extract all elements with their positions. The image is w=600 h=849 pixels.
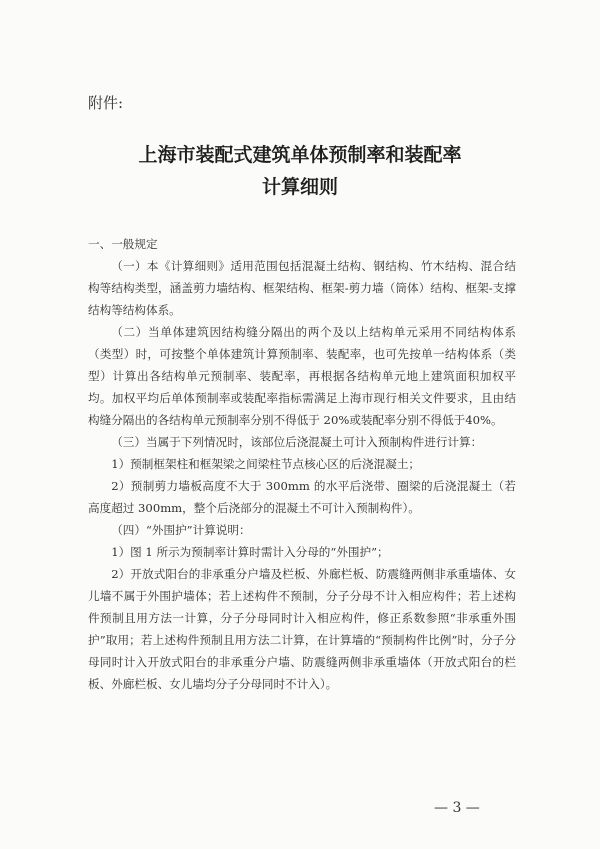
document-title-line1: 上海市装配式建筑单体预制率和装配率: [138, 144, 462, 166]
section-heading: 一、一般规定: [88, 237, 158, 251]
paragraph-condition-2: 2）预制剪力墙板高度不大于 300mm 的水平后浇带、圈梁的后浇混凝土（若高度超过 300mm，整个后浇部分的混凝土不可计入预制构件）。: [88, 479, 516, 515]
page-number: — 3 —: [434, 800, 480, 816]
paragraph-envelope-1: 1）图 1 所示为预制率计算时需计入分母的“外围护”；: [111, 545, 389, 559]
paragraph-envelope-heading: （四）“外围护”计算说明：: [111, 523, 251, 537]
paragraph-scope: （一）本《计算细则》适用范围包括混凝土结构、钢结构、竹木结构、混合结构等结构类型，涵盖剪力墙结构、框架结构、框架-剪力墙（筒体）结构、框架-支撑结构等结构体系。: [88, 259, 516, 317]
document-body: [88, 233, 516, 695]
paragraph-condition-1: 1）预制框架柱和框架梁之间梁柱节点核心区的后浇混凝土；: [111, 457, 421, 471]
attachment-label: 附件:: [88, 94, 124, 112]
document-title-line2: 计算细则: [261, 176, 338, 198]
paragraph-weighted-average: （二）当单体建筑因结构缝分隔出的两个及以上结构单元采用不同结构体系（类型）时，可按整个单体建筑计算预制率、装配率，也可先按单一结构体系（类型）计算出各结构单元预制率、装配率，再根据各结构单元地上建筑面积加权平均。加权平均后单体预制率或装配率指标需满足上海市现行相关文件要求，且由结构缝分隔出的各结构单元预制率分别不得低于 20%或装配率分别不得低于40%。: [88, 325, 516, 427]
paragraph-envelope-2: 2）开放式阳台的非承重分户墙及栏板、外廊栏板、防震缝两侧非承重墙体、女儿墙不属于外围护墙体；若上述构件不预制，分子分母不计入相应构件；若上述构件预制且用方法一计算，分子分母同时计入相应构件，修正系数参照“非承重外围护”取用；若上述构件预制且用方法二计算，在计算墙的“预制构件比例”时，分子分母同时计入开放式阳台的非承重分户墙、防震缝两侧非承重墙体（开放式阳台的栏板、外廊栏板、女儿墙均分子分母同时不计入）。: [88, 567, 516, 691]
paragraph-cast-in-place-conditions: （三）当属于下列情况时，该部位后浇混凝土可计入预制构件进行计算：: [111, 435, 483, 449]
